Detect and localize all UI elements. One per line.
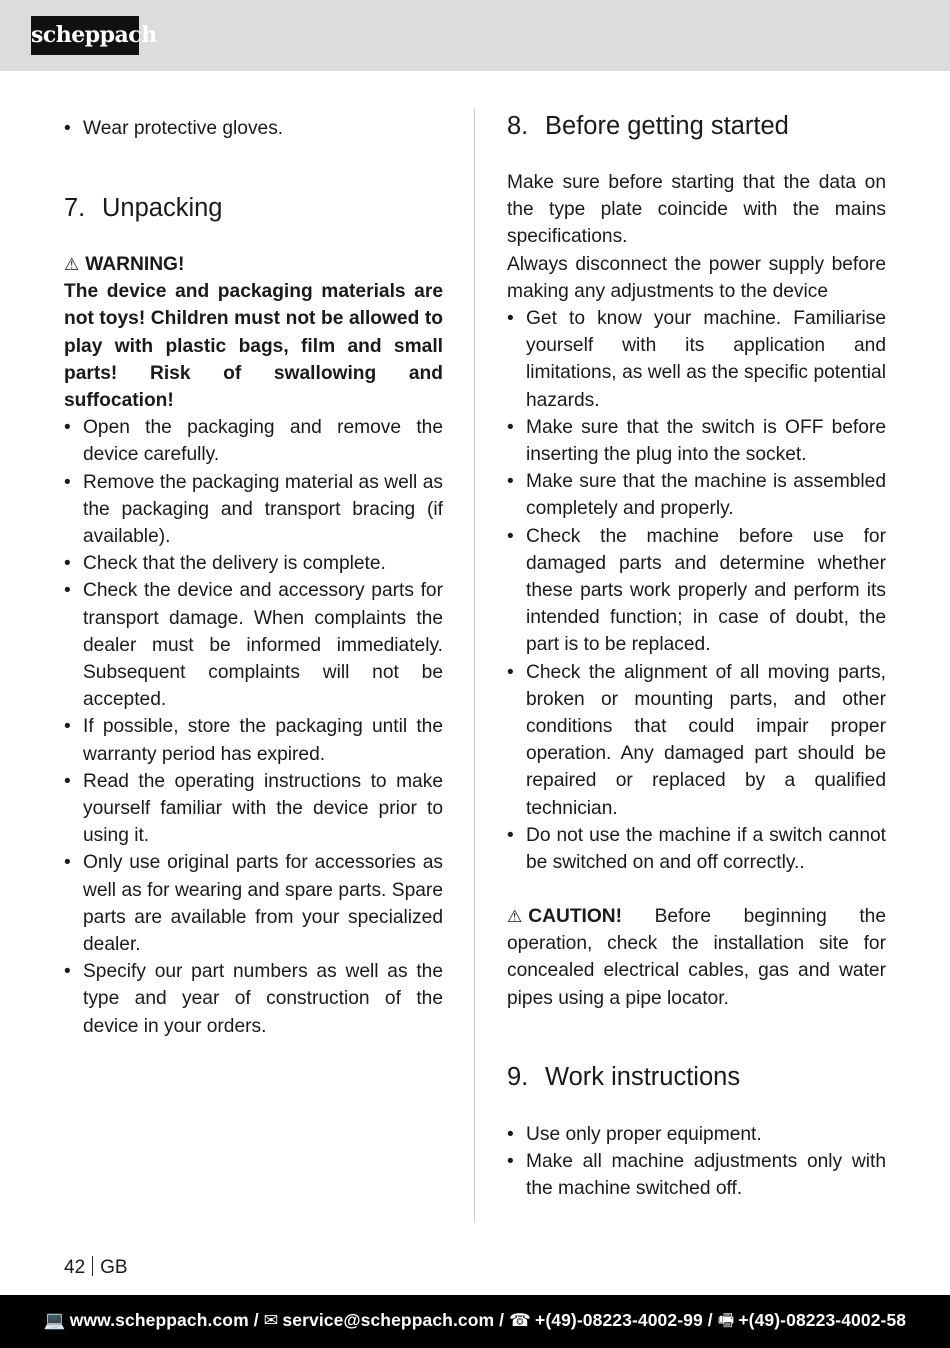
list-item: • Do not use the machine if a switch cannot be switched on and off correctly..: [507, 822, 886, 876]
fax-icon: 🖷: [717, 1310, 735, 1330]
getting-started-list: [507, 305, 886, 876]
page-footer: [0, 1295, 950, 1348]
page-header: [0, 0, 950, 71]
page-number-separator: [92, 1256, 93, 1276]
footer-web-link[interactable]: www.scheppach.com: [69, 1310, 249, 1330]
warning-text: The device and packaging materials are not toys! Children must not be allowed to play with plastic bags, film and small parts! Risk of swallowing and suffocation!: [64, 281, 443, 412]
section-number: 8.: [507, 112, 529, 140]
caution-block: [507, 903, 886, 1012]
section-title: Before getting started: [545, 112, 789, 140]
section-9-body: [507, 1121, 886, 1203]
caution-label: CAUTION!: [528, 906, 623, 927]
footer-fax: +(49)-08223-4002-58: [738, 1310, 907, 1330]
list-item: • Remove the packaging material as well as the packaging and transport bracing (if available).: [64, 469, 443, 551]
section-9-heading: [507, 1061, 740, 1093]
footer-email-link[interactable]: service@scheppach.com: [282, 1310, 495, 1330]
unpacking-list: [64, 414, 443, 1040]
list-item: • Get to know your machine. Familiarise yourself with its application and limitations, as well as the specific potential hazards.: [507, 305, 886, 414]
work-instructions-list: [507, 1121, 886, 1203]
column-divider: [474, 108, 475, 1222]
section-8-heading: [507, 110, 789, 142]
computer-icon: 💻: [43, 1310, 66, 1330]
footer-phone: +(49)-08223-4002-99: [535, 1310, 703, 1330]
section-title: Unpacking: [102, 194, 223, 222]
warning-block: [64, 251, 443, 1040]
list-item: • Specify our part numbers as well as the type and year of construction of the device in your orders.: [64, 958, 443, 1040]
section-8-body: [507, 169, 886, 876]
list-item: • Check that the delivery is complete.: [64, 550, 443, 577]
warning-triangle-icon: ⚠: [64, 255, 80, 274]
list-item: • Wear protective gloves.: [64, 115, 443, 142]
section-title: Work instructions: [545, 1063, 741, 1091]
list-item: • Check the alignment of all moving parts, broken or mounting parts, and other conditions that could impair proper operation. Any damaged part should be repaired or replaced by a qualified technician.: [507, 659, 886, 822]
list-item: • Open the packaging and remove the device carefully.: [64, 414, 443, 468]
caution-paragraph: [507, 903, 886, 1012]
list-item: • Make all machine adjustments only with the machine switched off.: [507, 1148, 886, 1202]
top-bullet-list: [64, 115, 443, 142]
list-item: • If possible, store the packaging until the warranty period has expired.: [64, 713, 443, 767]
warning-label: WARNING!: [85, 254, 185, 275]
page-language: GB: [100, 1257, 128, 1278]
list-item: • Make sure that the switch is OFF before inserting the plug into the socket.: [507, 414, 886, 468]
section-7-heading: [64, 192, 223, 224]
paragraph: Make sure before starting that the data on the type plate coincide with the mains specifications.: [507, 172, 886, 248]
list-item: • Use only proper equipment.: [507, 1121, 886, 1148]
scheppach-logo: scheppach: [31, 16, 139, 55]
caution-triangle-icon: ⚠: [507, 907, 523, 926]
caution-text: Before beginning the operation, check the installation site for concealed electrical cables, gas and water pipes using a pipe locator.: [507, 906, 886, 1009]
page-number-value: 42: [64, 1257, 86, 1278]
list-item: • Check the machine before use for damaged parts and determine whether these parts work properly and perform its intended function; in case of doubt, the part is to be replaced.: [507, 523, 886, 659]
list-item: • Only use original parts for accessories as well as for wearing and spare parts. Spare parts are available from your specialized dealer.: [64, 849, 443, 958]
warning-heading: [64, 251, 443, 278]
email-icon: ✉: [263, 1310, 279, 1330]
footer-separator: /: [707, 1310, 713, 1330]
section-number: 9.: [507, 1063, 529, 1091]
section-number: 7.: [64, 194, 86, 222]
page-number: [64, 1254, 128, 1281]
footer-separator: /: [499, 1310, 505, 1330]
list-item: • Read the operating instructions to make yourself familiar with the device prior to using it.: [64, 768, 443, 850]
list-item: • Make sure that the machine is assembled completely and properly.: [507, 468, 886, 522]
list-item: • Check the device and accessory parts for transport damage. When complaints the dealer must be informed immediately. Subsequent complaints will not be accepted.: [64, 577, 443, 713]
paragraph: Always disconnect the power supply before making any adjustments to the device: [507, 253, 886, 302]
phone-icon: ☎: [509, 1310, 532, 1330]
footer-separator: /: [253, 1310, 259, 1330]
